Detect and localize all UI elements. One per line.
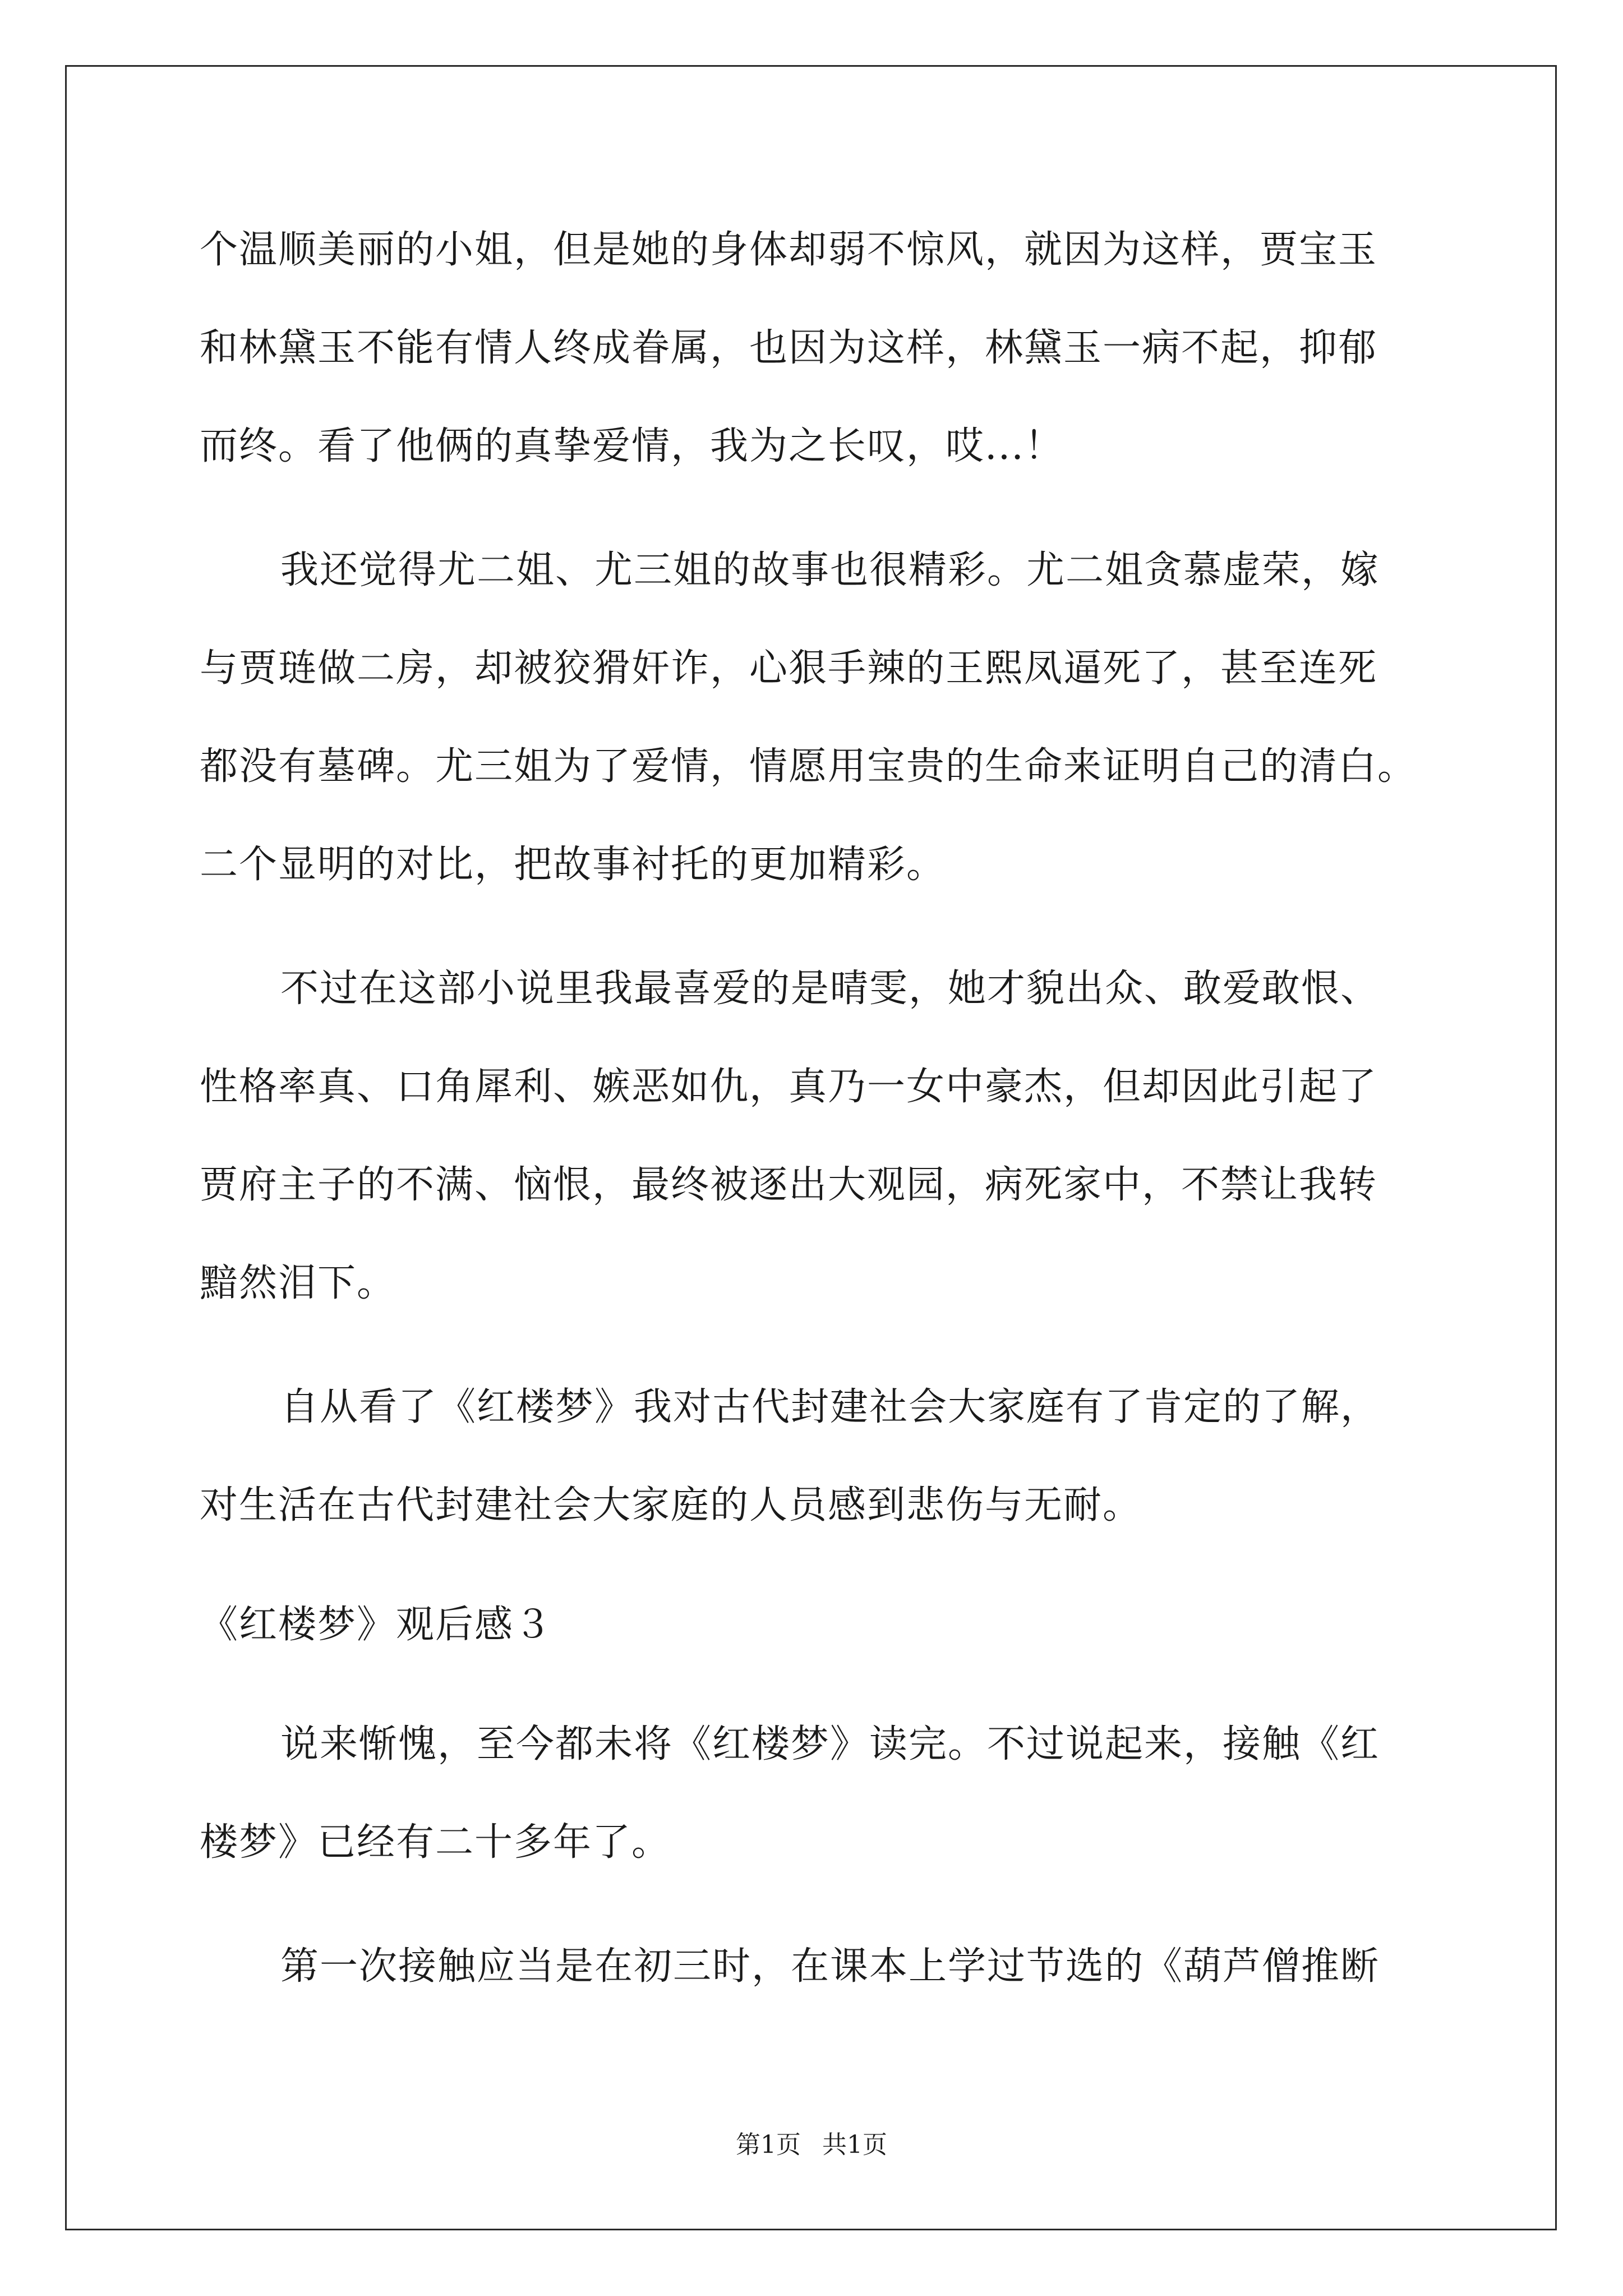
paragraph-start-line: 不过在这部小说里我最喜爱的是晴雯，她才貌出众、敢爱敢恨、 [280, 967, 1380, 1011]
page-total: 共1页 [822, 2131, 887, 2159]
page-number: 第1页 [736, 2131, 801, 2159]
text-line: 个温顺美丽的小姐，但是她的身体却弱不惊风，就因为这样，贾宝玉 [200, 228, 1378, 272]
page-border [65, 65, 1557, 2230]
text-line: 贾府主子的不满、恼恨，最终被逐出大观园，病死家中，不禁让我转 [200, 1163, 1378, 1207]
paragraph-start-line: 第一次接触应当是在初三时，在课本上学过节选的《葫芦僧推断 [280, 1944, 1380, 1989]
section-heading: 《红楼梦》观后感３ [200, 1603, 554, 1647]
text-line: 楼梦》已经有二十多年了。 [200, 1820, 671, 1865]
text-line: 而终。看了他俩的真挚爱情，我为之长叹，哎...！ [200, 424, 1064, 468]
text-line: 都没有墓碑。尤三姐为了爱情，情愿用宝贵的生命来证明自己的清白。 [200, 744, 1417, 789]
text-line: 黯然泪下。 [200, 1261, 396, 1305]
text-line: 性格率真、口角犀利、嫉恶如仇，真乃一女中豪杰，但却因此引起了 [200, 1065, 1378, 1109]
paragraph-start-line: 自从看了《红楼梦》我对古代封建社会大家庭有了肯定的了解， [280, 1385, 1380, 1429]
text-line: 对生活在古代封建社会大家庭的人员感到悲伤与无耐。 [200, 1483, 1142, 1527]
page-footer [0, 2133, 1623, 2157]
text-line: 和林黛玉不能有情人终成眷属，也因为这样，林黛玉一病不起，抑郁 [200, 326, 1378, 370]
text-line: 二个显明的对比，把故事衬托的更加精彩。 [200, 843, 946, 887]
paragraph-start-line: 我还觉得尤二姐、尤三姐的故事也很精彩。尤二姐贪慕虚荣，嫁 [280, 548, 1380, 592]
text-line: 与贾琏做二房，却被狡猾奸诈，心狠手辣的王熙凤逼死了，甚至连死 [200, 646, 1378, 691]
paragraph-start-line: 说来惭愧，至今都未将《红楼梦》读完。不过说起来，接触《红 [280, 1722, 1380, 1766]
